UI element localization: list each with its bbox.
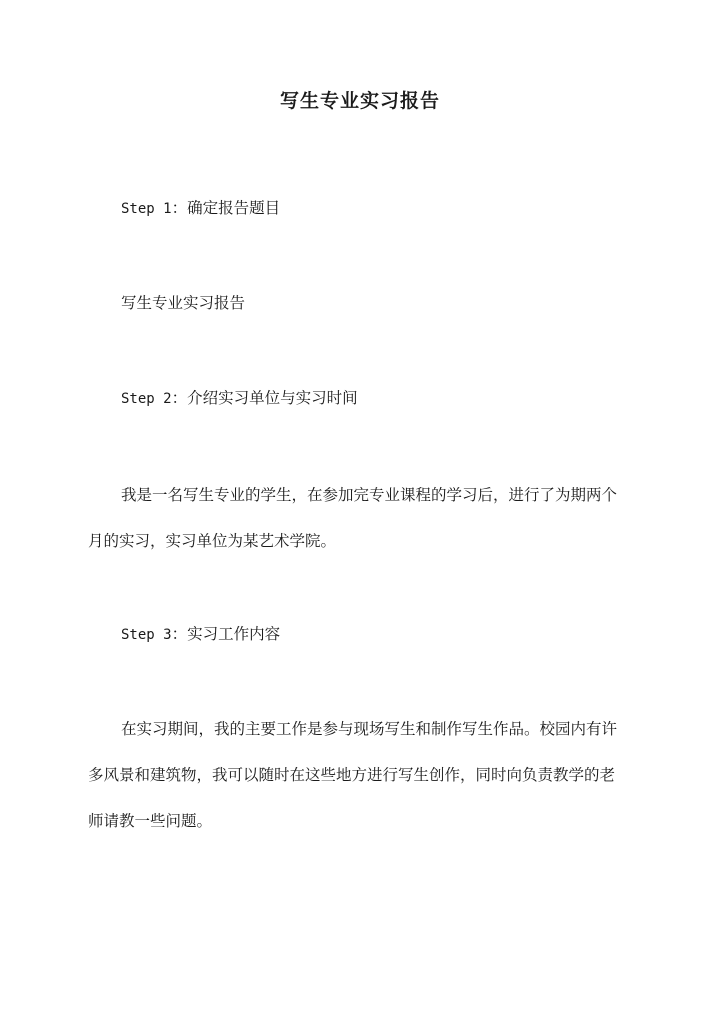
- work-content-paragraph: 在实习期间，我的主要工作是参与现场写生和制作写生作品。校园内有许多风景和建筑物，我可以随时在这些地方进行写生创作，同时向负责教学的老师请教一些问题。: [88, 720, 618, 830]
- step-1-heading: [121, 196, 280, 221]
- report-topic: 写生专业实习报告: [121, 294, 246, 312]
- step-1-text: ：确定报告题目: [171, 199, 281, 217]
- step-2-text: ：介绍实习单位与实习时间: [171, 389, 358, 407]
- document-title: 写生专业实习报告: [279, 90, 440, 112]
- step-3-heading: [121, 622, 280, 647]
- step-2-heading: [121, 386, 358, 411]
- step-1-label: Step 1: [121, 201, 172, 217]
- step-3-text: ：实习工作内容: [171, 625, 281, 643]
- step-3-label: Step 3: [121, 627, 172, 643]
- step-2-label: Step 2: [121, 391, 172, 407]
- internship-intro-paragraph: 我是一名写生专业的学生，在参加完专业课程的学习后，进行了为期两个月的实习，实习单位为某艺术学院。: [88, 486, 618, 550]
